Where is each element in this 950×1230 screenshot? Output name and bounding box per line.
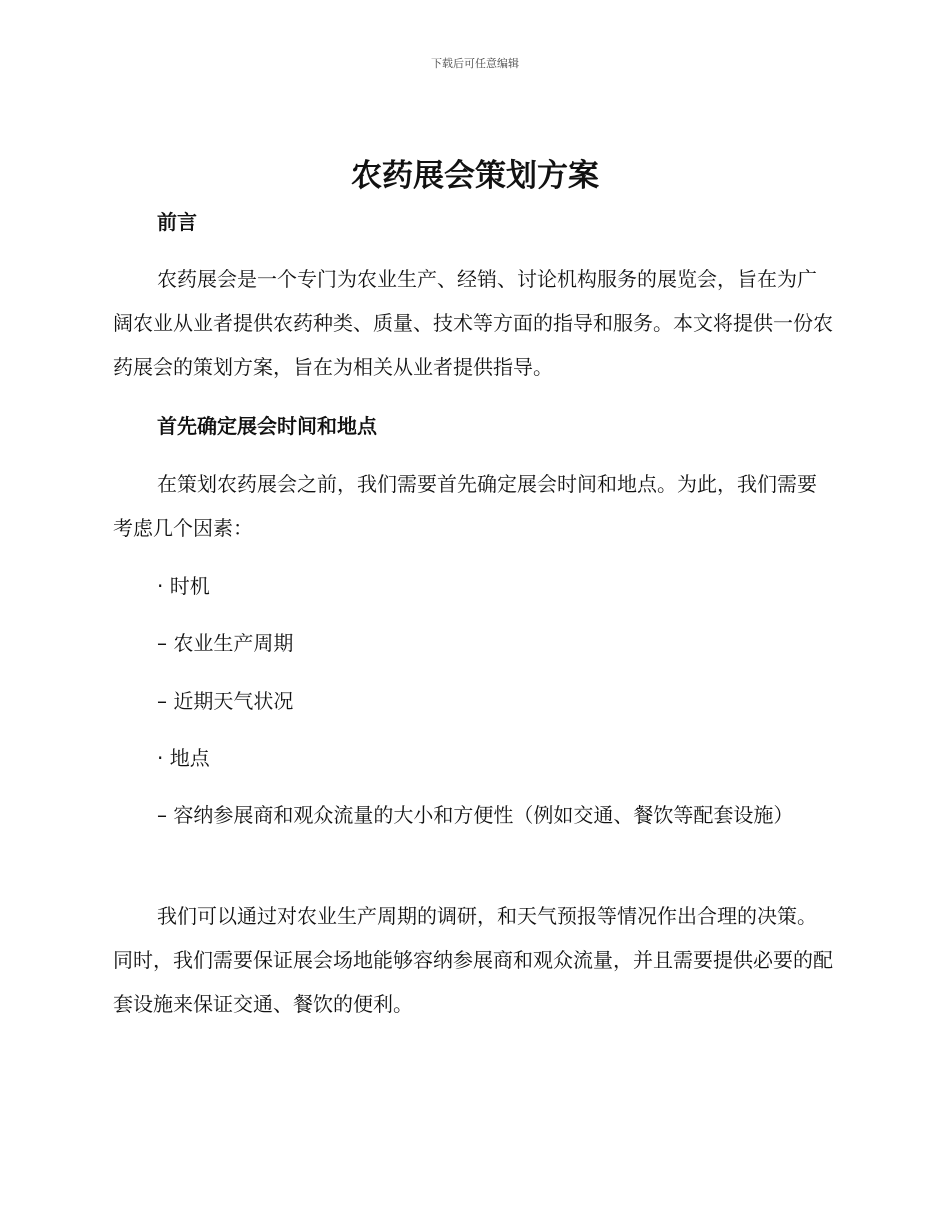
list-item-timing: · 时机 [157,574,210,598]
header-note: 下载后可任意编辑 [431,57,519,70]
list-item-location: · 地点 [157,746,210,770]
time-place-paragraph: 在策划农药展会之前，我们需要首先确定展会时间和地点。为此，我们需要考虑几个因素： [113,472,817,540]
list-item-production-cycle: – 农业生产周期 [157,631,294,655]
list-item-capacity: – 容纳参展商和观众流量的大小和方便性（例如交通、餐饮等配套设施） [157,803,794,827]
preface-paragraph: 农药展会是一个专门为农业生产、经销、讨论机构服务的展览会，旨在为广阔农业从业者提供农药种类、质量、技术等方面的指导和服务。本文将提供一份农药展会的策划方案，旨在为相关从业者提供指导。 [113,267,833,379]
preface-heading: 前言 [157,210,197,234]
list-item-weather: – 近期天气状况 [157,689,294,713]
closing-paragraph: 我们可以通过对农业生产周期的调研，和天气预报等情况作出合理的决策。同时，我们需要保证展会场地能够容纳参展商和观众流量，并且需要提供必要的配套设施来保证交通、餐饮的便利。 [113,904,833,1016]
time-place-heading: 首先确定展会时间和地点 [157,414,377,438]
document-title: 农药展会策划方案 [351,158,599,194]
